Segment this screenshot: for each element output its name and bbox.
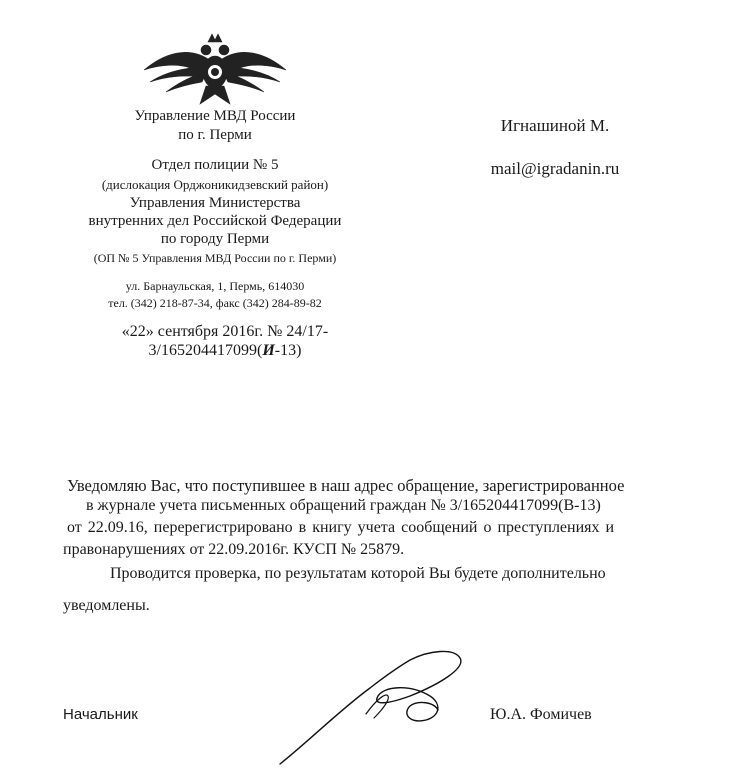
signatory-position: Начальник: [63, 706, 138, 723]
header-line-7: по городу Перми: [160, 231, 270, 247]
header-phones: тел. (342) 218-87-34, факс (342) 284-89-82: [108, 296, 322, 310]
header-line-8: (ОП № 5 Управления МВД России по г. Перми): [93, 251, 337, 265]
mvd-eagle-emblem-icon: [140, 30, 290, 108]
header-line-2: по г. Перми: [178, 127, 252, 143]
registration-line-1: «22» сентября 2016г. № 24/17-: [121, 323, 329, 340]
body-p1-line-2: в журнале учета письменных обращений граждан № 3/165204417099(В-13): [86, 497, 601, 514]
body-p1-line-3: от 22.09.16, перерегистрировано в книгу учета сообщений о преступлениях и: [67, 519, 615, 536]
header-address: ул. Барнаульская, 1, Пермь, 614030: [125, 279, 305, 293]
recipient-name: Игнашиной М.: [500, 116, 610, 135]
registration-prefix: 3/165204417099(: [148, 342, 263, 359]
handwritten-signature-icon: [270, 640, 470, 770]
header-line-4: (дислокация Орджоникидзевский район): [101, 177, 329, 192]
registration-number: [60, 322, 390, 360]
body-p1-line-4: правонарушениях от 22.09.2016г. КУСП № 25879.: [63, 541, 405, 558]
recipient-email: mail@igradanin.ru: [490, 159, 620, 178]
signatory-name: Ю.А. Фомичев: [490, 706, 592, 723]
body-p2-line-2: уведомлены.: [63, 597, 150, 614]
header-line-6: внутренних дел Российской Федерации: [88, 213, 342, 229]
body-p1-line-1: Уведомляю Вас, что поступившее в наш адрес обращение, зарегистрированное: [67, 476, 625, 495]
header-line-3: Отдел полиции № 5: [151, 157, 279, 173]
header-line-5: Управления Министерства: [129, 195, 301, 211]
header-line-1: Управление МВД России: [134, 108, 296, 124]
registration-suffix: -13): [274, 342, 302, 359]
body-p2-line-1: Проводится проверка, по результатам которой Вы будете дополнительно: [110, 565, 606, 582]
registration-line-2: [60, 341, 390, 360]
registration-handwritten-letter: И: [262, 342, 275, 359]
